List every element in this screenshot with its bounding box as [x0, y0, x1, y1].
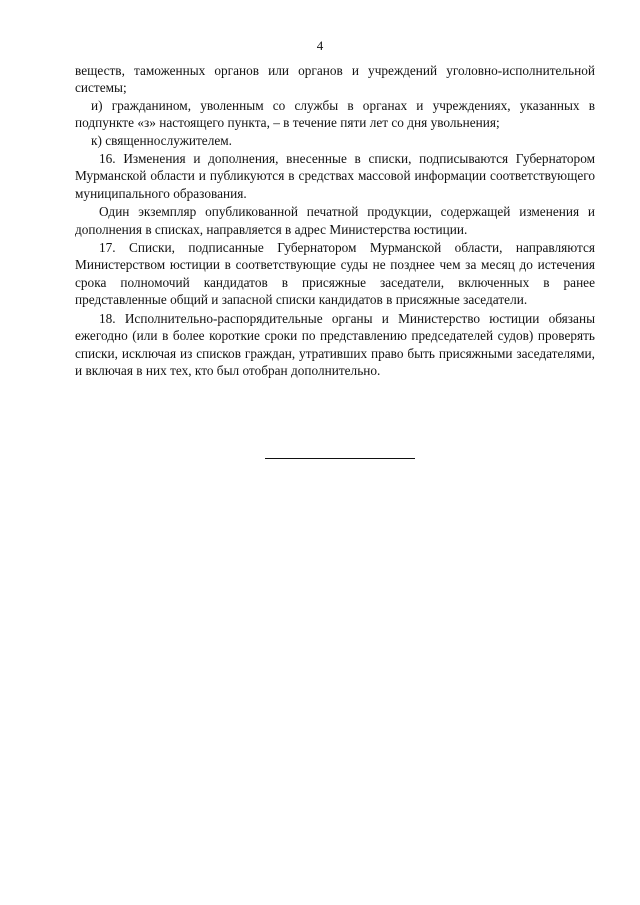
- paragraph-16: 16. Изменения и дополнения, внесенные в списки, подписываются Губернатором Мурманской области и публикуются в средствах массовой информации соответствующего муниципального образования.: [75, 151, 595, 201]
- paragraph-16-copy: Один экземпляр опубликованной печатной продукции, содержащей изменения и дополнения в списках, направляется в адрес Министерства юстиции.: [75, 204, 595, 237]
- document-body: [75, 62, 595, 379]
- closing-divider: [265, 458, 415, 459]
- page-number: 4: [316, 38, 324, 53]
- paragraph-item-k: к) священнослужителем.: [91, 132, 232, 148]
- paragraph-18: 18. Исполнительно-распорядительные органы и Министерство юстиции обязаны ежегодно (или в более короткие сроки по представлению председателей судов) проверять списки, исключая из списков граждан, утративших право быть присяжными заседателями, и включая в них тех, кто был отобран дополнительно.: [75, 310, 595, 378]
- paragraph-item-i: и) гражданином, уволенным со службы в органах и учреждениях, указанных в подпункте «з» настоящего пункта, – в течение пяти лет со дня увольнения;: [75, 97, 595, 131]
- paragraph-17: 17. Списки, подписанные Губернатором Мурманской области, направляются Министерством юстиции в соответствующие суды не позднее чем за месяц до истечения срока полномочий кандидатов в присяжные заседатели, включенных в ранее представленные общий и запасной списки кандидатов в присяжные заседатели.: [75, 240, 595, 308]
- paragraph-continuation: веществ, таможенных органов или органов и учреждений уголовно-исполнительной системы;: [75, 63, 595, 96]
